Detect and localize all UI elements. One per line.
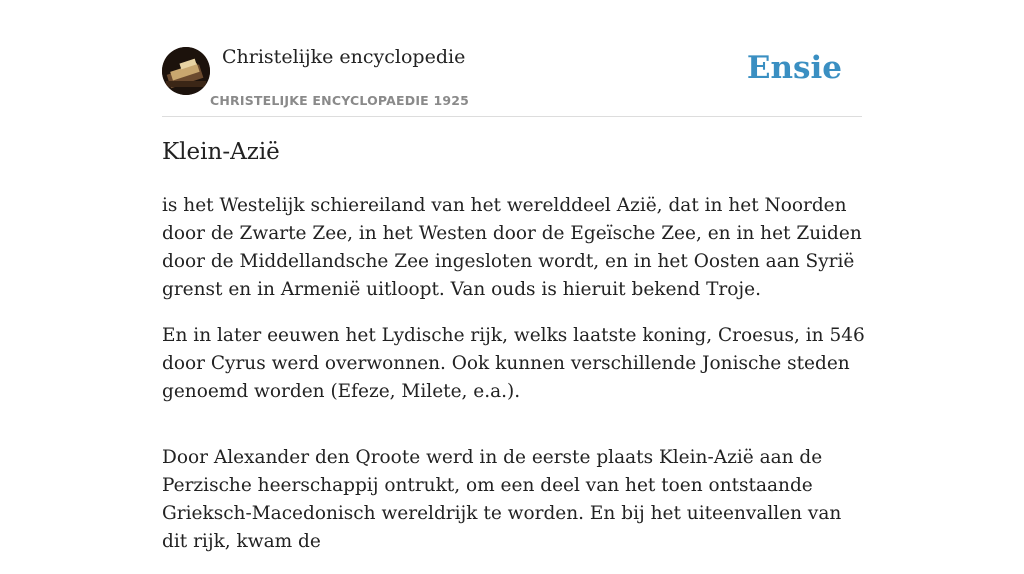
site-subtitle: CHRISTELIJKE ENCYCLOPAEDIE 1925: [210, 93, 470, 108]
book-image-icon: [162, 47, 210, 95]
avatar[interactable]: [162, 47, 210, 95]
article-paragraph: is het Westelijk schiereiland van het werelddeel Azië, dat in het Noorden door de Zwarte Zee, in het Westen door de Egeïsche Zee, en in het Zuiden door de Middellandsche Zee ingesloten wordt, en in het Oosten aan Syrië grenst en in Armenië uitloopt. Van ouds is hieruit bekend Troje.: [162, 195, 862, 300]
article-body: [162, 192, 867, 574]
site-header: [162, 46, 862, 117]
article-title: Klein-Azië: [162, 139, 280, 165]
article-paragraph: En in later eeuwen het Lydische rijk, welks laatste koning, Croesus, in 546 door Cyrus werd overwonnen. Ook kunnen verschillende Jonische steden genoemd worden (Efeze, Milete, e.a.).: [162, 325, 865, 402]
article-paragraph: Door Alexander den Qroote werd in de eerste plaats Klein-Azië aan de Perzische heerschappij ontrukt, om een deel van het toen ontstaande Grieksch-Macedonisch wereldrijk te worden. En bij het uiteenvallen van dit rijk, kwam de: [162, 447, 842, 552]
brand-logo[interactable]: Ensie: [746, 50, 842, 86]
site-title[interactable]: Christelijke encyclopedie: [222, 46, 466, 68]
